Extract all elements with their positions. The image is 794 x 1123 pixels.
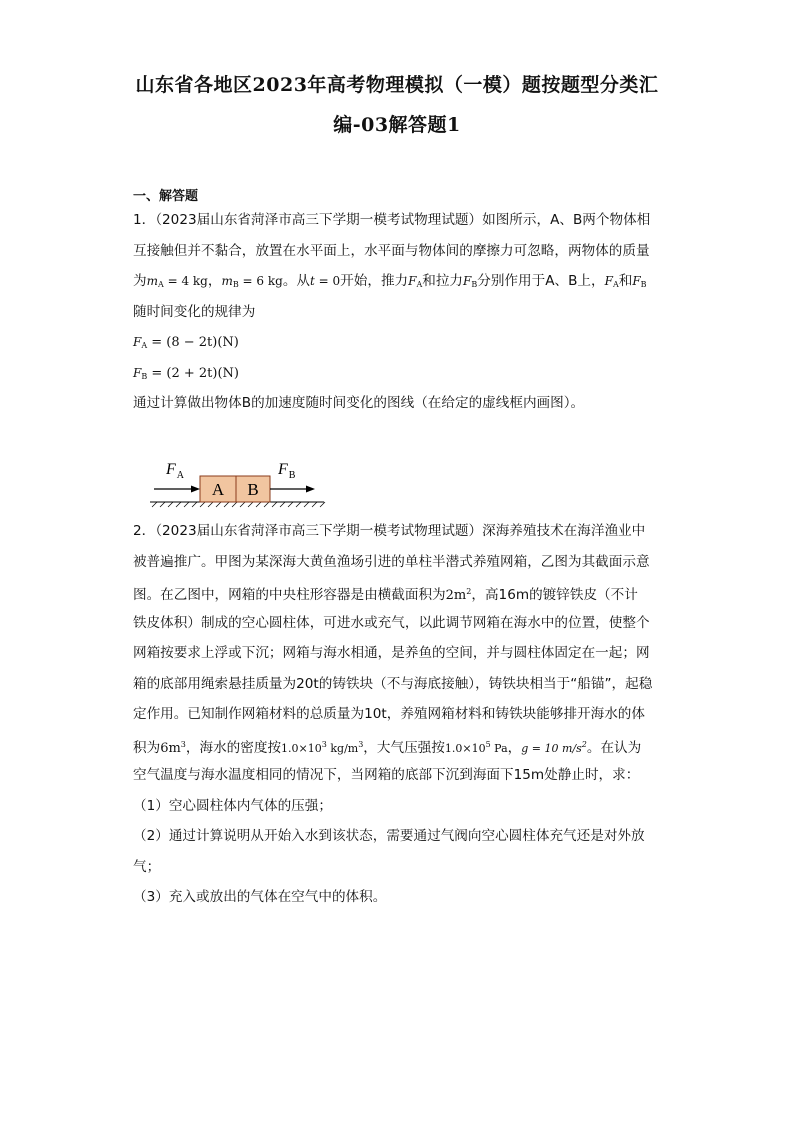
ground-line bbox=[150, 502, 325, 507]
q1-line: 1．（2023届山东省菏泽市高三下学期一模考试物理试题）如图所示，A、B两个物体相 bbox=[133, 212, 651, 228]
q2-line-constants: 积为$6m^3$，海水的密度按$1.0\times 10^3$ $kg/m^3$，大气压强按$1.0\times 10^5$ Pa，g = 10 $m/s^2$。在认为 bbox=[133, 739, 642, 756]
force-a-label: $F_A$ bbox=[166, 461, 185, 481]
block-a-label: A bbox=[211, 480, 225, 499]
q1-line: 互接触但并不黏合，放置在水平面上，水平面与物体间的摩擦力可忽略，两物体的质量 bbox=[133, 242, 650, 259]
force-b-symbol: $F_B$ bbox=[632, 274, 647, 289]
force-b-label: $F_B$ bbox=[278, 461, 296, 481]
formula-fb: $F_B = (2 + 2t)(N)$ bbox=[133, 365, 239, 381]
q1-instruction: 通过计算做出物体B的加速度随时间变化的图线（在给定的虚线框内画图）。 bbox=[133, 395, 585, 411]
q2-line: 箱的底部用绳索悬挂质量为20t的铸铁块（不与海底接触），铸铁块相当于“船锚”，起稳 bbox=[133, 675, 653, 692]
document-title-line2: 编-03解答题1 bbox=[333, 114, 461, 136]
q2-line: 铁皮体积）制成的空心圆柱体，可进水或充气，以此调节网箱在海水中的位置，使整个 bbox=[133, 614, 650, 631]
formula-fa: $F_A = (8 - 2t)(N)$ bbox=[133, 335, 239, 350]
force-a-symbol: $F_A$ bbox=[604, 274, 619, 289]
question-1 bbox=[133, 205, 663, 419]
q2-line: 被普遍推广。甲图为某深海大黄鱼渔场引进的单柱半潜式养殖网箱，乙图为其截面示意 bbox=[133, 553, 650, 570]
q2-line: 2．（2023届山东省菏泽市高三下学期一模考试物理试题）深海养殖技术在海洋渔业中 bbox=[133, 523, 646, 539]
force-b-symbol: $F_B$ bbox=[463, 274, 478, 289]
document-title-line1: 山东省各地区2023年高考物理模拟（一模）题按题型分类汇 bbox=[135, 74, 659, 96]
t-zero: t = 0 bbox=[310, 274, 341, 288]
mass-b: $m_B = 6$ kg bbox=[221, 274, 283, 289]
section-heading: 一、解答题 bbox=[133, 189, 199, 204]
question-2 bbox=[133, 516, 663, 913]
q1-line: 随时间变化的规律为 bbox=[133, 303, 256, 320]
q1-line-masses: 为$m_A = 4$ kg，$m_B = 6$ kg。从t = 0开始，推力$F_A$和拉力$F_B$分别作用于A、B上，$F_A$和$F_B$ bbox=[133, 273, 647, 289]
q2-line: 定作用。已知制作网箱材料的总质量为10t，养殖网箱材料和铸铁块能够排开海水的体 bbox=[133, 706, 645, 722]
push-force-arrow bbox=[154, 486, 200, 493]
gravity-value: g = 10 $m/s^2$ bbox=[521, 739, 587, 755]
block-b-label: B bbox=[247, 480, 259, 499]
q2-subquestion-2: （2）通过计算说明从开始入水到该状态，需要通过气阀向空心圆柱体充气还是对外放 bbox=[133, 828, 645, 844]
pressure-value: $1.0\times 10^5$ Pa bbox=[444, 739, 508, 755]
q2-line: 网箱按要求上浮或下沉；网箱与海水相通，是养鱼的空间，并与圆柱体固定在一起；网 bbox=[133, 645, 650, 661]
area-value: $2m^2$ bbox=[445, 587, 472, 603]
pull-force-arrow bbox=[270, 486, 315, 493]
mass-a: $m_A = 4$ kg bbox=[146, 274, 208, 289]
volume-value: $6m^3$ bbox=[160, 739, 186, 756]
q2-line-area: 图。在乙图中，网箱的中央柱形容器是由横截面积为$2m^2$，高16m的镀锌铁皮（不计 bbox=[133, 587, 638, 603]
q2-subquestion-1: （1）空心圆柱体内气体的压强； bbox=[133, 797, 332, 814]
force-a-symbol: $F_A$ bbox=[408, 274, 423, 289]
q2-subquestion-2-cont: 气； bbox=[133, 858, 161, 875]
q2-subquestion-3: （3）充入或放出的气体在空气中的体积。 bbox=[133, 889, 387, 905]
q2-line: 空气温度与海水温度相同的情况下，当网箱的底部下沉到海面下15m处静止时，求： bbox=[133, 767, 640, 783]
density-value: $1.0\times 10^3$ $kg/m^3$ bbox=[281, 739, 364, 755]
blocks-figure bbox=[148, 458, 328, 508]
